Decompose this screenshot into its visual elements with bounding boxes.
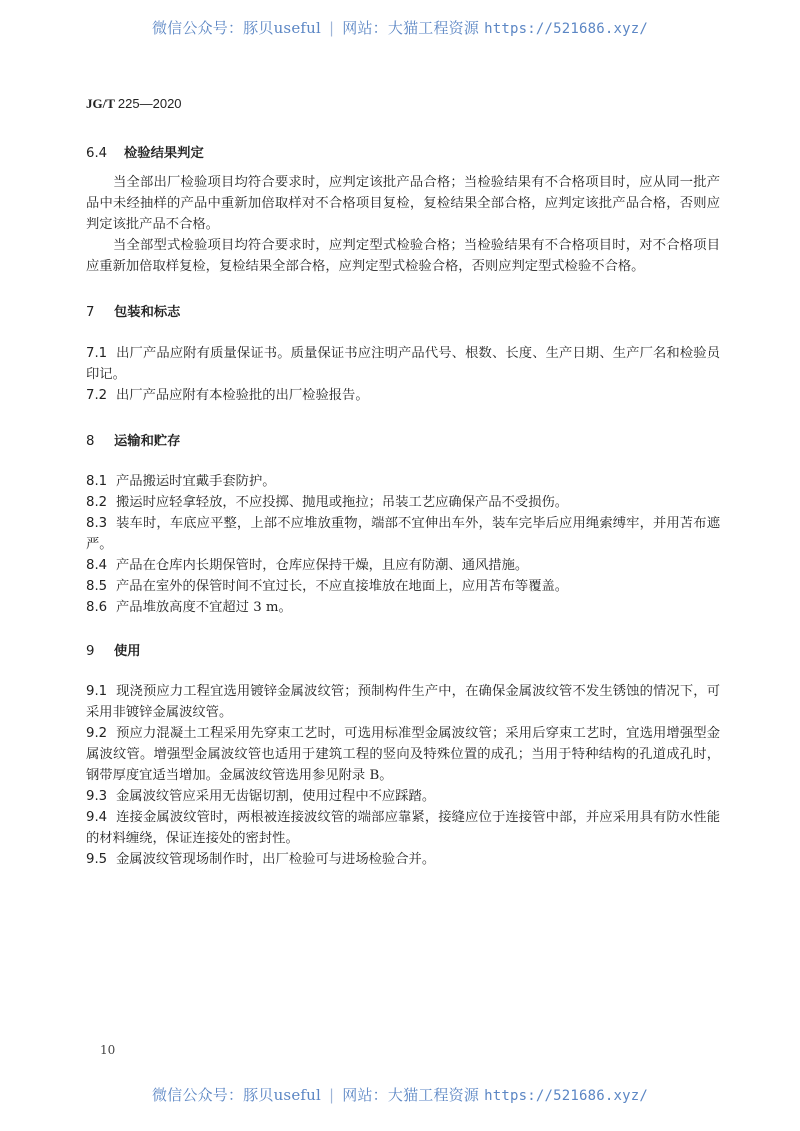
clause-text: 金属波纹管应采用无齿锯切割，使用过程中不应踩踏。: [116, 789, 436, 804]
clause-number: 9.3: [86, 789, 108, 804]
section-heading-7: [86, 302, 180, 323]
clause-number: 8.4: [86, 558, 108, 573]
clause-9-1: [86, 681, 720, 723]
standard-prefix: JG/T: [86, 96, 115, 111]
section-number: 7: [86, 305, 95, 320]
clause-number: 8.3: [86, 516, 108, 531]
standard-code: [86, 96, 182, 112]
section-heading-8: [86, 431, 180, 452]
clause-text: 预应力混凝土工程采用先穿束工艺时，可选用标准型金属波纹管；采用后穿束工艺时，宜选用增强型金属波纹管。增强型金属波纹管也适用于建筑工程的竖向及特殊位置的成孔；当用于特种结构的孔道成孔时，钢带厚度宜适当增加。金属波纹管选用参见附录 B。: [86, 726, 720, 783]
clause-text: 出厂产品应附有本检验批的出厂检验报告。: [116, 388, 369, 403]
clause-8-4: [86, 555, 720, 576]
clause-number: 8.2: [86, 495, 108, 510]
standard-number: 225—2020: [117, 96, 182, 111]
clause-8-5: [86, 576, 720, 597]
watermark-top: [0, 17, 800, 38]
section-title: 包装和标志: [114, 305, 181, 320]
paragraph: 当全部出厂检验项目均符合要求时，应判定该批产品合格；当检验结果有不合格项目时，应从同一批产品中未经抽样的产品中重新加倍取样对不合格项目复检，复检结果全部合格，应判定该批产品合格，否则应判定该批产品不合格。: [86, 175, 720, 232]
watermark-separator: |: [329, 19, 335, 37]
clause-text: 出厂产品应附有质量保证书。质量保证书应注明产品代号、根数、长度、生产日期、生产厂名和检验员印记。: [86, 346, 720, 382]
clause-7-1: [86, 343, 720, 385]
clause-text: 产品堆放高度不宜超过 3 m。: [116, 600, 292, 615]
clause-text: 现浇预应力工程宜选用镀锌金属波纹管；预制构件生产中，在确保金属波纹管不发生锈蚀的情况下，可采用非镀锌金属波纹管。: [86, 684, 720, 720]
clause-number: 7.2: [86, 388, 108, 403]
watermark-bottom: [0, 1084, 800, 1105]
page-number: 10: [100, 1043, 116, 1057]
paragraph: 当全部型式检验项目均符合要求时，应判定型式检验合格；当检验结果有不合格项目时，对不合格项目应重新加倍取样复检，复检结果全部合格，应判定型式检验合格，否则应判定型式检验不合格。: [86, 238, 720, 274]
section-heading-9: [86, 641, 141, 662]
clause-8-1: [86, 471, 720, 492]
section-number: 6.4: [86, 146, 108, 161]
clause-9-5: [86, 849, 720, 870]
section-title: 使用: [114, 644, 141, 659]
watermark-site: 网站：大猫工程资源: [342, 19, 480, 37]
clause-text: 搬运时应轻拿轻放，不应投掷、抛甩或拖拉；吊装工艺应确保产品不受损伤。: [116, 495, 569, 510]
clause-number: 8.5: [86, 579, 108, 594]
clause-8-2: [86, 492, 720, 513]
clause-number: 9.1: [86, 684, 108, 699]
clause-text: 连接金属波纹管时，两根被连接波纹管的端部应靠紧，接缝应位于连接管中部，并应采用具有防水性能的材料缠绕，保证连接处的密封性。: [86, 810, 720, 846]
clause-text: 产品搬运时宜戴手套防护。: [116, 474, 276, 489]
clause-9-4: [86, 807, 720, 849]
clause-number: 9.2: [86, 726, 108, 741]
watermark-url[interactable]: https://521686.xyz/: [484, 21, 649, 37]
watermark-wechat: 微信公众号：豚贝useful: [151, 19, 322, 37]
clause-number: 7.1: [86, 346, 108, 361]
clause-7-2: [86, 385, 720, 406]
clause-8-6: [86, 597, 720, 618]
clause-number: 8.6: [86, 600, 108, 615]
clause-9-2: [86, 723, 720, 786]
section-number: 8: [86, 434, 95, 449]
section-title: 检验结果判定: [124, 146, 204, 161]
clause-text: 产品在室外的保管时间不宜过长，不应直接堆放在地面上，应用苫布等覆盖。: [116, 579, 569, 594]
watermark-url[interactable]: https://521686.xyz/: [484, 1088, 649, 1104]
clause-8-3: [86, 513, 720, 555]
section-number: 9: [86, 644, 95, 659]
clause-number: 8.1: [86, 474, 108, 489]
section-title: 运输和贮存: [114, 434, 181, 449]
clause-text: 产品在仓库内长期保管时，仓库应保持干燥，且应有防潮、通风措施。: [116, 558, 529, 573]
watermark-site: 网站：大猫工程资源: [342, 1086, 480, 1104]
clause-text: 装车时，车底应平整，上部不应堆放重物，端部不宜伸出车外，装车完毕后应用绳索缚牢，并用苫布遮严。: [86, 516, 720, 552]
section-heading-6-4: [86, 143, 204, 164]
watermark-wechat: 微信公众号：豚贝useful: [151, 1086, 322, 1104]
clause-number: 9.4: [86, 810, 108, 825]
clause-text: 金属波纹管现场制作时，出厂检验可与进场检验合并。: [116, 852, 436, 867]
watermark-separator: |: [329, 1086, 335, 1104]
clause-9-3: [86, 786, 720, 807]
clause-number: 9.5: [86, 852, 108, 867]
